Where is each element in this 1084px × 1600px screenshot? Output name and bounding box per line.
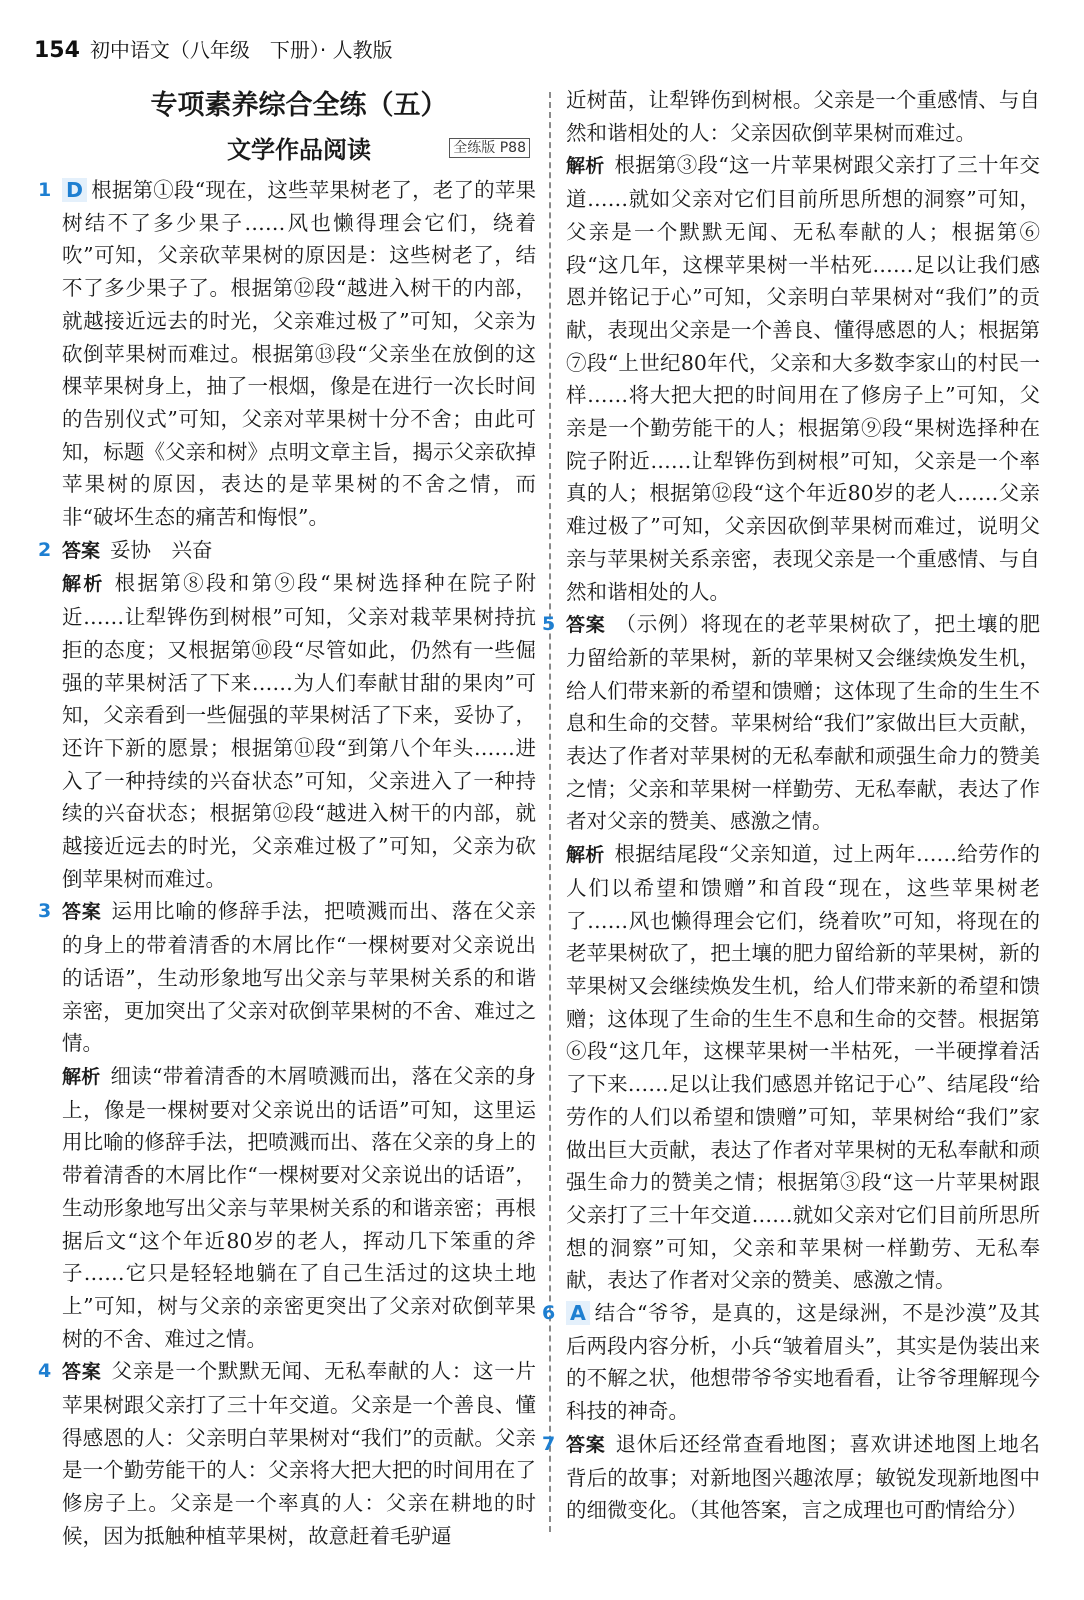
analysis-label: 解析	[566, 844, 605, 867]
question-6-body	[566, 1297, 1040, 1428]
question-4-continued	[566, 84, 1040, 608]
question-5-analysis	[566, 838, 1040, 1297]
analysis-label: 解析	[62, 1065, 101, 1088]
answer-text: 退休后还经常查看地图；喜欢讲述地图上地名背后的故事；对新地图兴趣浓厚；敏锐发现新地图中的细微变化。（其他答案，言之成理也可酌情给分）	[566, 1431, 1040, 1523]
question-number: 4	[38, 1360, 52, 1383]
question-4-answer	[62, 1355, 536, 1552]
page-number: 154	[34, 38, 80, 63]
answer-text: 近树苗，让犁铧伤到树根。父亲是一个重感情、与自然和谐相处的人：父亲因砍倒苹果树而难过。	[566, 88, 1040, 145]
question-4-answer-continued	[566, 84, 1040, 149]
question-3-analysis	[62, 1060, 536, 1355]
answer-text: 运用比喻的修辞手法，把喷溅而出、落在父亲的身上的带着清香的木屑比作“一棵树要对父亲说出的话语”，生动形象地写出父亲与苹果树关系的和谐亲密，更加突出了父亲对砍倒苹果树的不舍、难过之情。	[62, 899, 536, 1056]
analysis-text: 根据第⑧段和第⑨段“果树选择种在院子附近……让犁铧伤到树根”可知，父亲对栽苹果树持抗拒的态度；又根据第⑩段“尽管如此，仍然有一些倔强的苹果树活了下来……为人们奉献甘甜的果肉”可知，父亲看到一些倔强的苹果树活了下来，妥协了，还许下新的愿景；根据第⑪段“到第八个年头……进入了一种持续的兴奋状态”可知，父亲进入了一种持续的兴奋状态；根据第⑫段“越进入树干的内部，就越接近远去的时光，父亲难过极了”可知，父亲为砍倒苹果树而难过。	[62, 571, 536, 891]
question-4	[38, 1355, 536, 1552]
question-1-explanation: 根据第①段“现在，这些苹果树老了，老了的苹果树结不了多少果子……风也懒得理会它们，绕着吹”可知，父亲砍苹果树的原因是：这些树老了，结不了多少果子了。根据第⑫段“越进入树干的内部，就越接近远去的时光，父亲难过极了”可知，父亲为砍倒苹果树而难过。根据第⑬段“父亲坐在放倒的这棵苹果树身上，抽了一根烟，像是在进行一次长时间的告别仪式”可知，父亲对苹果树十分不舍；由此可知，标题《父亲和树》点明文章主旨，揭示父亲砍掉苹果树的原因，表达的是苹果树的不舍之情，而非“破坏生态的痛苦和悔恨”。	[62, 178, 536, 530]
question-number: 5	[542, 613, 556, 636]
right-column	[542, 84, 1040, 1527]
subtitle-row	[62, 130, 536, 170]
answer-text: 父亲是一个默默无闻、无私奉献的人：这一片苹果树跟父亲打了三十年交道。父亲是一个善良、懂得感恩的人：父亲明白苹果树对“我们”的贡献。父亲是一个勤劳能干的人：父亲将大把大把的时间用在了修房子上。父亲是一个率真的人：父亲在耕地的时候，因为抵触种植苹果树，故意赶着毛驴逼	[62, 1359, 536, 1548]
question-4-analysis	[566, 149, 1040, 608]
question-5	[542, 608, 1040, 1297]
book-title: 初中语文（八年级 下册）· 人教版	[89, 38, 393, 62]
question-6	[542, 1297, 1040, 1428]
answer-text: 妥协 兴奋	[110, 537, 213, 562]
question-number: 3	[38, 900, 52, 923]
answer-label: 答案	[566, 614, 606, 637]
question-6-explanation: 结合“爷爷，是真的，这是绿洲，不是沙漠”及其后两段内容分析，小兵“皱着眉头”，其实是伪装出来的不解之状，他想带爷爷实地看看，让爷爷理解现今科技的神奇。	[566, 1301, 1040, 1424]
answer-choice: A	[566, 1301, 590, 1325]
answer-label: 答案	[62, 539, 101, 562]
answer-choice: D	[62, 178, 87, 202]
section-title: 专项素养综合全练（五）	[150, 90, 448, 121]
question-3-answer	[62, 895, 536, 1060]
left-column	[38, 84, 536, 1553]
answer-label: 答案	[566, 1433, 606, 1456]
section-subtitle: 文学作品阅读	[227, 136, 371, 164]
question-number: 6	[542, 1302, 556, 1325]
question-7	[542, 1428, 1040, 1527]
analysis-label: 解析	[566, 155, 605, 178]
question-2	[38, 534, 536, 896]
analysis-label: 解析	[62, 573, 105, 596]
answer-label: 答案	[62, 901, 102, 924]
question-7-answer	[566, 1428, 1040, 1527]
question-3	[38, 895, 536, 1355]
question-5-answer	[566, 608, 1040, 838]
page-header	[34, 34, 393, 74]
question-1-body	[62, 174, 536, 534]
question-number: 1	[38, 179, 52, 201]
analysis-text: 根据结尾段“父亲知道，过上两年……给劳作的人们以希望和馈赠”和首段“现在，这些苹果树老了……风也懒得理会它们，绕着吹”可知，将现在的老苹果树砍了，把土壤的肥力留给新的苹果树，新的苹果树又会继续焕发生机，给人们带来新的希望和馈赠；这体现了生命的生生不息和生命的交替。根据第⑥段“这几年，这棵苹果树一半枯死，一半硬撑着活了下来……足以让我们感恩并铭记于心”、结尾段“给劳作的人们以希望和馈赠”可知，苹果树给“我们”家做出巨大贡献，表达了作者对苹果树的无私奉献和顽强生命力的赞美之情；根据第③段“这一片苹果树跟父亲打了三十年交道……就如父亲对它们目前所思所想的洞察”可知，父亲和苹果树一样勤劳、无私奉献，表达了作者对父亲的赞美、感激之情。	[566, 842, 1040, 1293]
question-2-answer	[62, 534, 536, 568]
reference-tag: 全练版 P88	[449, 138, 530, 158]
analysis-text: 根据第③段“这一片苹果树跟父亲打了三十年交道……就如父亲对它们目前所思所想的洞察”可知，父亲是一个默默无闻、无私奉献的人；根据第⑥段“这几年，这棵苹果树一半枯死……足以让我们感恩并铭记于心”可知，父亲明白苹果树对“我们”的贡献，表现出父亲是一个善良、懂得感恩的人；根据第⑦段“上世纪80年代，父亲和大多数李家山的村民一样……将大把大把的时间用在了修房子上”可知，父亲是一个勤劳能干的人；根据第⑨段“果树选择种在院子附近……让犁铧伤到树根”可知，父亲是一个率真的人；根据第⑫段“这个年近80岁的老人……父亲难过极了”可知，父亲因砍倒苹果树而难过，说明父亲与苹果树关系亲密，表现父亲是一个重感情、与自然和谐相处的人。	[566, 153, 1040, 604]
answer-label: 答案	[62, 1361, 102, 1384]
analysis-text: 细读“带着清香的木屑喷溅而出，落在父亲的身上，像是一棵树要对父亲说出的话语”可知，这里运用比喻的修辞手法，把喷溅而出、落在父亲的身上的带着清香的木屑比作“一棵树要对父亲说出的话语”，生动形象地写出父亲与苹果树关系的和谐亲密；再根据后文“这个年近80岁的老人，挥动几下笨重的斧子……它只是轻轻地躺在了自己生活过的这块土地上”可知，树与父亲的亲密更突出了父亲对砍倒苹果树的不舍、难过之情。	[62, 1063, 536, 1351]
question-2-analysis	[62, 567, 536, 895]
answer-text: （示例）将现在的老苹果树砍了，把土壤的肥力留给新的苹果树，新的苹果树又会继续焕发生机，给人们带来新的希望和馈赠；这体现了生命的生生不息和生命的交替。苹果树给“我们”家做出巨大贡献，表达了作者对苹果树的无私奉献和顽强生命力的赞美之情；父亲和苹果树一样勤劳、无私奉献，表达了作者对父亲的赞美、感激之情。	[566, 612, 1040, 834]
question-number: 2	[38, 538, 52, 561]
question-1	[38, 174, 536, 534]
question-number: 7	[542, 1432, 556, 1455]
